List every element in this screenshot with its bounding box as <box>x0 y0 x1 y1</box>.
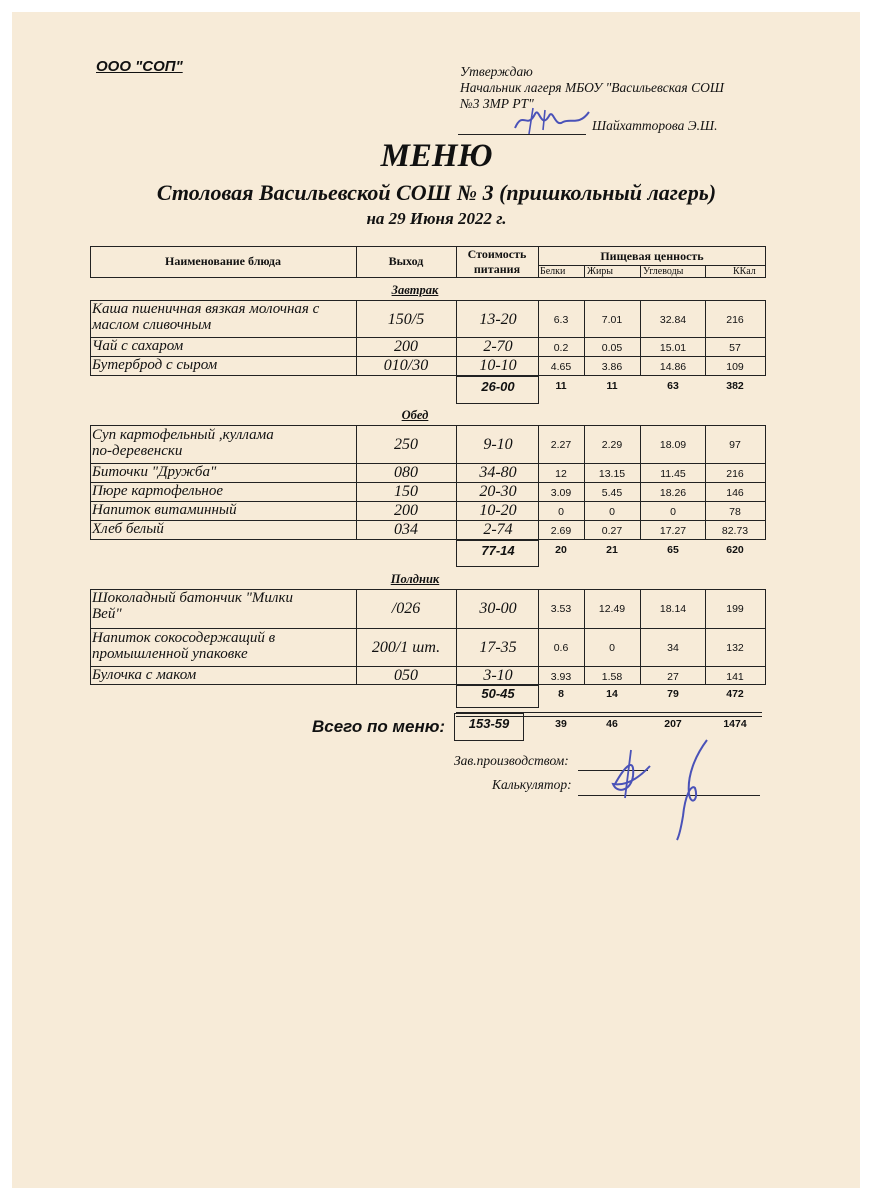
dish-yield: /026 <box>391 600 421 617</box>
grand-total-cost: 153-59 <box>468 716 510 731</box>
approval-label: Утверждаю <box>460 64 533 79</box>
grand-total-fat: 46 <box>606 718 618 730</box>
dish-cost: 9-10 <box>483 436 513 453</box>
dish-cost: 34-80 <box>479 464 517 481</box>
dish-fat: 0 <box>609 642 615 654</box>
dish-name: Каша пшеничная вязкая молочная с маслом сливочным <box>92 301 320 333</box>
menu-subtitle: Столовая Васильевской СОШ № 3 (пришкольный лагерь) <box>156 180 717 205</box>
dish-carbs: 27 <box>667 671 679 683</box>
dish-protein: 2.27 <box>550 439 572 451</box>
dish-name: Напиток сокосодержащий в промышленной упаковке <box>92 630 276 662</box>
organization-name: ООО "СОП" <box>96 58 183 75</box>
dish-protein: 0.6 <box>553 642 569 654</box>
dish-carbs: 15.01 <box>659 342 687 354</box>
section-total-cost: 50-45 <box>481 686 515 701</box>
column-dish: Наименование блюда <box>165 254 281 268</box>
dish-name: Суп картофельный ,куллама по-деревенски <box>92 427 274 459</box>
dish-fat: 13.15 <box>598 468 626 480</box>
section-total-cost: 26-00 <box>481 379 515 394</box>
column-nutrition: Пищевая ценность <box>600 249 704 263</box>
dish-protein: 6.3 <box>553 314 569 326</box>
column-fat: Жиры <box>587 266 614 277</box>
dish-carbs: 0 <box>670 506 676 518</box>
total-fat: 14 <box>606 688 618 700</box>
total-carbs: 79 <box>667 688 679 700</box>
dish-cost: 30-00 <box>479 600 517 617</box>
total-fat: 21 <box>606 544 618 556</box>
column-cost: Стоимость питания <box>467 247 527 276</box>
dish-name: Чай с сахаром <box>92 338 184 354</box>
total-protein: 11 <box>555 380 567 392</box>
grand-total-carbs: 207 <box>664 718 682 730</box>
dish-yield: 150/5 <box>387 311 425 328</box>
approval-line-2: №3 ЗМР РТ" <box>460 96 534 111</box>
dish-kcal: 78 <box>729 506 741 518</box>
dish-protein: 0.2 <box>553 342 569 354</box>
grand-total-protein: 39 <box>555 718 567 730</box>
dish-name: Пюре картофельное <box>92 483 223 499</box>
dish-cost: 2-70 <box>483 338 513 355</box>
grand-total-kcal: 1474 <box>723 718 747 730</box>
dish-cost: 2-74 <box>483 521 513 538</box>
dish-kcal: 146 <box>726 487 744 499</box>
dish-fat: 0.05 <box>601 342 623 354</box>
grand-total-label: Всего по меню: <box>312 717 446 736</box>
total-carbs: 63 <box>667 380 679 392</box>
total-kcal: 620 <box>726 544 744 556</box>
dish-name: Булочка с маком <box>92 667 197 683</box>
approval-signature-icon <box>505 100 595 140</box>
total-kcal: 472 <box>726 688 744 700</box>
dish-fat: 2.29 <box>601 439 623 451</box>
dish-cost: 10-10 <box>479 357 517 374</box>
dish-carbs: 18.09 <box>659 439 687 451</box>
approval-line-1: Начальник лагеря МБОУ "Васильевская СОШ <box>460 80 724 95</box>
dish-protein: 0 <box>558 506 564 518</box>
dish-yield: 200 <box>394 338 418 355</box>
dish-kcal: 132 <box>726 642 744 654</box>
dish-kcal: 57 <box>729 342 741 354</box>
dish-protein: 4.65 <box>550 361 572 373</box>
dish-fat: 1.58 <box>601 671 623 683</box>
total-kcal: 382 <box>726 380 744 392</box>
dish-yield: 200 <box>394 502 418 519</box>
dish-cost: 17-35 <box>479 639 517 656</box>
dish-carbs: 32.84 <box>659 314 687 326</box>
dish-yield: 250 <box>394 436 418 453</box>
dish-cost: 13-20 <box>479 311 517 328</box>
total-fat: 11 <box>606 380 618 392</box>
dish-yield: 150 <box>394 483 418 500</box>
dish-fat: 5.45 <box>601 487 623 499</box>
footer-signature-icon <box>595 736 725 846</box>
menu-title: МЕНЮ <box>380 138 493 174</box>
dish-carbs: 17.27 <box>659 525 687 537</box>
dish-yield: 080 <box>394 464 418 481</box>
dish-kcal: 216 <box>726 468 744 480</box>
dish-name: Напиток витаминный <box>92 502 237 518</box>
dish-cost: 3-10 <box>483 667 513 684</box>
dish-fat: 0 <box>609 506 615 518</box>
dish-carbs: 18.26 <box>659 487 687 499</box>
dish-fat: 0.27 <box>601 525 623 537</box>
dish-kcal: 141 <box>726 671 744 683</box>
dish-fat: 3.86 <box>601 361 623 373</box>
dish-carbs: 14.86 <box>659 361 687 373</box>
dish-kcal: 109 <box>726 361 744 373</box>
dish-cost: 20-30 <box>479 483 517 500</box>
dish-protein: 2.69 <box>550 525 572 537</box>
dish-yield: 034 <box>394 521 418 538</box>
section-title: Полдник <box>390 572 440 586</box>
production-manager-label: Зав.производством: <box>454 753 569 768</box>
dish-protein: 3.09 <box>550 487 572 499</box>
dish-yield: 050 <box>394 667 418 684</box>
section-title: Завтрак <box>391 283 439 297</box>
column-kcal: ККал <box>733 266 756 277</box>
dish-name: Биточки "Дружба" <box>92 464 217 480</box>
dish-fat: 12.49 <box>598 603 626 615</box>
dish-cost: 10-20 <box>479 502 517 519</box>
calculator-label: Калькулятор: <box>492 777 572 792</box>
dish-protein: 3.93 <box>550 671 572 683</box>
dish-protein: 3.53 <box>550 603 572 615</box>
dish-name: Бутерброд с сыром <box>92 357 218 373</box>
total-protein: 8 <box>558 688 564 700</box>
dish-carbs: 18.14 <box>659 603 687 615</box>
dish-name: Шоколадный батончик "Милки Вей" <box>92 590 293 622</box>
dish-yield: 200/1 шт. <box>371 639 441 656</box>
dish-kcal: 216 <box>726 314 744 326</box>
section-total-cost: 77-14 <box>481 543 515 558</box>
dish-kcal: 97 <box>729 439 741 451</box>
dish-carbs: 11.45 <box>660 468 686 480</box>
dish-yield: 010/30 <box>383 357 429 374</box>
column-carbs: Углеводы <box>643 266 684 277</box>
dish-kcal: 199 <box>726 603 744 615</box>
section-title: Обед <box>401 408 429 422</box>
column-yield: Выход <box>388 254 424 268</box>
dish-fat: 7.01 <box>601 314 623 326</box>
dish-protein: 12 <box>555 468 567 480</box>
column-protein: Белки <box>540 266 566 277</box>
approver-name: Шайхатторова Э.Ш. <box>592 118 718 133</box>
dish-carbs: 34 <box>667 642 679 654</box>
menu-date: на 29 Июня 2022 г. <box>366 209 507 228</box>
dish-kcal: 82.73 <box>721 525 749 537</box>
total-protein: 20 <box>555 544 567 556</box>
dish-name: Хлеб белый <box>92 521 164 537</box>
total-carbs: 65 <box>667 544 679 556</box>
